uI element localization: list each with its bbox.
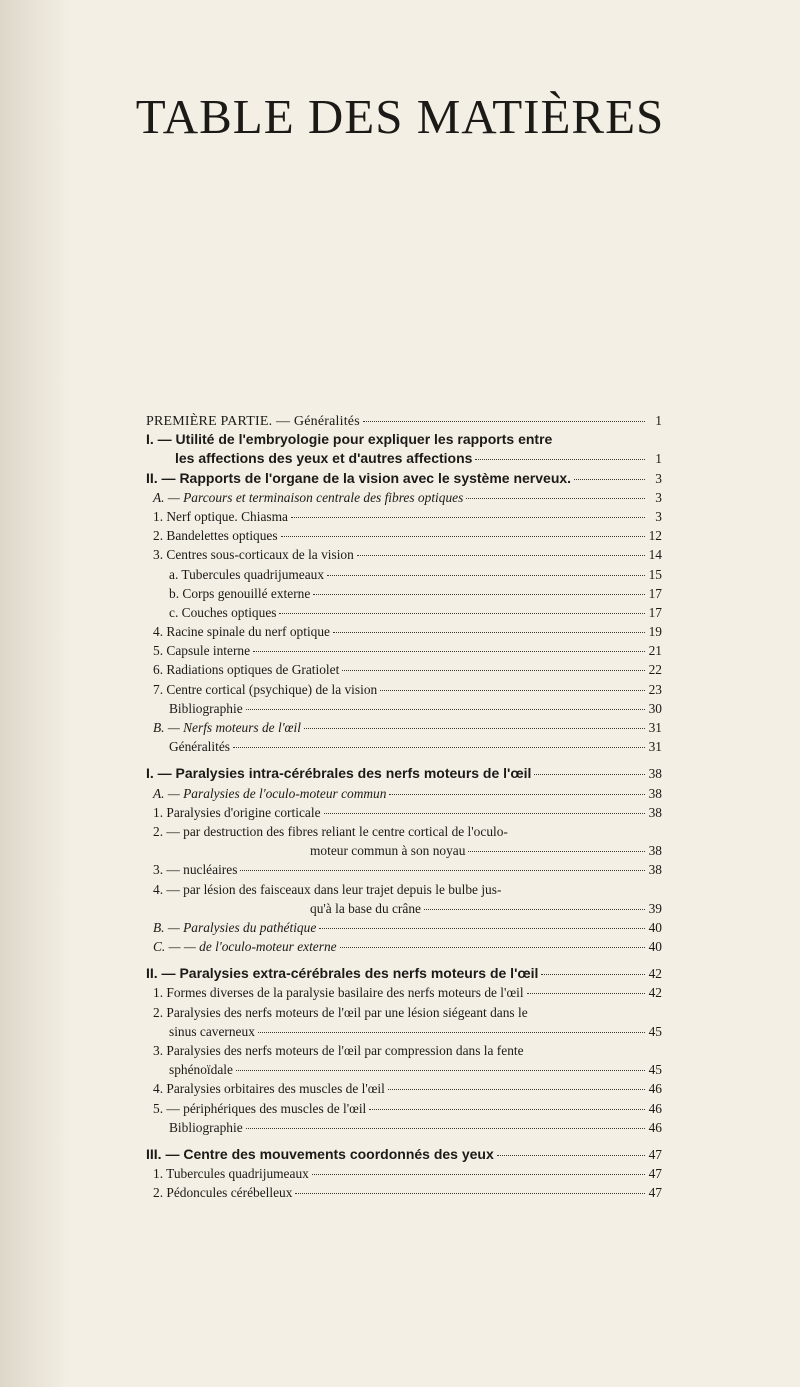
toc-entry-text: moteur commun à son noyau: [310, 843, 466, 859]
toc-entry-text: C. — — de l'oculo-moteur externe: [153, 939, 337, 955]
toc-entry: [146, 660, 662, 679]
toc-entry: [146, 899, 662, 918]
toc-entry: [146, 1183, 662, 1202]
toc-entry-page: 47: [648, 1166, 662, 1182]
toc-entry: [146, 937, 662, 956]
toc-entry-text: 1. Nerf optique. Chiasma: [153, 508, 288, 524]
toc-entry-text: 1. Formes diverses de la paralysie basilaire des nerfs moteurs de l'œil: [153, 985, 524, 1001]
toc-entry: [146, 641, 662, 660]
toc-entry: [146, 507, 662, 526]
toc-entry: [146, 1041, 662, 1060]
toc-entry: [146, 603, 662, 622]
toc-entry-page: 39: [648, 900, 662, 916]
dot-leader: [541, 974, 645, 975]
toc-entry-page: 17: [648, 604, 662, 620]
dot-leader: [313, 594, 645, 595]
toc-entry-text: sinus caverneux: [169, 1023, 255, 1039]
toc-entry: [146, 1003, 662, 1022]
toc-entry-text: 7. Centre cortical (psychique) de la vision: [153, 681, 378, 697]
toc-entry: [146, 964, 662, 983]
dot-leader: [527, 993, 645, 994]
toc-entry-page: 19: [648, 624, 662, 640]
toc-entry: [146, 1118, 662, 1137]
toc-entry-text: I. — Utilité de l'embryologie pour expliquer les rapports entre: [146, 431, 553, 448]
dot-leader: [388, 1089, 645, 1090]
toc-entry: [146, 526, 662, 545]
toc-entry-text: B. — Paralysies du pathétique: [153, 919, 317, 935]
toc-entry: [146, 699, 662, 718]
toc-entry-text: 2. — par destruction des fibres reliant le centre cortical de l'oculo-: [153, 823, 508, 839]
page-edge-shadow: [0, 0, 70, 1387]
toc-entry-text: 3. Paralysies des nerfs moteurs de l'œil par compression dans la fente: [153, 1043, 524, 1058]
dot-leader: [389, 794, 645, 795]
toc-entry: [146, 718, 662, 737]
toc-entry-page: 40: [648, 919, 662, 935]
toc-entry-text: II. — Paralysies extra-cérébrales des nerfs moteurs de l'œil: [146, 965, 539, 982]
toc-entry: [146, 1164, 662, 1183]
toc-entry: [146, 860, 662, 879]
toc-entry-text: 1. Tubercules quadrijumeaux: [153, 1166, 309, 1182]
dot-leader: [333, 632, 645, 633]
toc-entry-page: 38: [648, 862, 662, 878]
toc-entry: [146, 1099, 662, 1118]
toc-entry: [146, 622, 662, 641]
toc-entry-text: 2. Pédoncules cérébelleux: [153, 1185, 293, 1201]
toc-entry-page: 21: [648, 643, 662, 659]
dot-leader: [246, 1128, 645, 1129]
dot-leader: [291, 517, 645, 518]
toc-entry: [146, 880, 662, 899]
dot-leader: [253, 651, 645, 652]
toc-entry-page: 45: [648, 1023, 662, 1039]
toc-entry: [146, 488, 662, 507]
toc-entry-page: 42: [648, 966, 662, 982]
toc-entry-text: qu'à la base du crâne: [310, 900, 421, 916]
toc-entry-page: 23: [648, 681, 662, 697]
dot-leader: [497, 1155, 645, 1156]
toc-entry: [146, 918, 662, 937]
toc-entry-text: Bibliographie: [169, 700, 243, 716]
toc-entry-text: III. — Centre des mouvements coordonnés des yeux: [146, 1145, 494, 1162]
toc-entry-page: 46: [648, 1100, 662, 1116]
toc-entry-page: 31: [648, 739, 662, 755]
toc-entry: [146, 1079, 662, 1098]
dot-leader: [236, 1070, 645, 1071]
toc-entry: [146, 1022, 662, 1041]
toc-entry-page: 45: [648, 1062, 662, 1078]
toc-entry-page: 1: [655, 413, 662, 428]
dot-leader: [380, 690, 645, 691]
toc-entry-page: 47: [648, 1146, 662, 1162]
dot-leader: [312, 1174, 645, 1175]
toc-entry-text: I. — Paralysies intra-cérébrales des nerfs moteurs de l'œil: [146, 765, 532, 782]
toc-entry-text: c. Couches optiques: [169, 604, 277, 620]
toc-entry-text: PREMIÈRE PARTIE. — Généralités: [146, 414, 360, 429]
toc-entry: [146, 469, 662, 488]
toc-entry: [146, 803, 662, 822]
dot-leader: [327, 575, 645, 576]
toc-entry: [146, 680, 662, 699]
toc-entry-page: 3: [655, 489, 662, 505]
toc-entry-page: 40: [648, 939, 662, 955]
toc-entry: [146, 430, 662, 449]
dot-leader: [363, 421, 645, 422]
toc-entry-text: 4. — par lésion des faisceaux dans leur trajet depuis le bulbe jus-: [153, 881, 502, 897]
toc-entry: [146, 411, 662, 430]
toc-entry-text: sphénoïdale: [169, 1062, 233, 1078]
dot-leader: [424, 909, 645, 910]
toc-entry-page: 30: [648, 700, 662, 716]
toc-entry-text: 4. Paralysies orbitaires des muscles de l'œil: [153, 1081, 385, 1097]
dot-leader: [357, 555, 645, 556]
dot-leader: [342, 670, 645, 671]
toc-entry: [146, 545, 662, 564]
toc-entry-page: 38: [648, 785, 662, 801]
toc-entry: [146, 565, 662, 584]
dot-leader: [258, 1032, 645, 1033]
dot-leader: [279, 613, 645, 614]
toc-entry-text: 4. Racine spinale du nerf optique: [153, 624, 331, 640]
toc-entry-page: 46: [648, 1081, 662, 1097]
toc-entry-page: 1: [655, 451, 662, 467]
toc-entry-text: les affections des yeux et d'autres affections: [175, 450, 473, 467]
dot-leader: [466, 498, 645, 499]
toc-entry-page: 38: [648, 804, 662, 820]
toc-entry: [146, 1060, 662, 1079]
toc-entry-text: 5. Capsule interne: [153, 643, 251, 659]
toc-entry-text: b. Corps genouillé externe: [169, 585, 311, 601]
toc-entry-page: 47: [648, 1185, 662, 1201]
toc-entry-text: 2. Bandelettes optiques: [153, 528, 278, 544]
dot-leader: [295, 1193, 645, 1194]
dot-leader: [240, 870, 645, 871]
toc-entry: [146, 822, 662, 841]
toc-entry: [146, 784, 662, 803]
toc-entry-text: 3. — nucléaires: [153, 862, 238, 878]
dot-leader: [324, 813, 645, 814]
table-of-contents: [146, 411, 662, 1203]
toc-entry-text: 3. Centres sous-corticaux de la vision: [153, 547, 354, 563]
toc-entry-page: 46: [648, 1119, 662, 1135]
toc-entry-page: 38: [648, 843, 662, 859]
toc-entry: [146, 764, 662, 783]
toc-entry-text: Généralités: [169, 739, 230, 755]
toc-entry: [146, 737, 662, 756]
toc-entry: [146, 1145, 662, 1164]
toc-entry: [146, 841, 662, 860]
page-title: TABLE DES MATIÈRES: [135, 89, 665, 144]
toc-entry-text: II. — Rapports de l'organe de la vision avec le système nerveux.: [146, 469, 572, 486]
toc-entry-text: 5. — périphériques des muscles de l'œil: [153, 1100, 367, 1116]
toc-entry-text: B. — Nerfs moteurs de l'œil: [153, 720, 301, 735]
toc-entry-text: 2. Paralysies des nerfs moteurs de l'œil par une lésion siégeant dans le: [153, 1004, 528, 1020]
toc-entry-page: 15: [648, 566, 662, 582]
toc-entry-page: 42: [648, 985, 662, 1001]
dot-leader: [319, 928, 645, 929]
dot-leader: [340, 947, 645, 948]
toc-entry-text: A. — Paralysies de l'oculo-moteur commun: [153, 785, 387, 801]
toc-entry-page: 3: [655, 508, 662, 524]
dot-leader: [233, 747, 645, 748]
dot-leader: [574, 479, 645, 480]
toc-entry-page: 22: [648, 662, 662, 678]
dot-leader: [534, 774, 645, 775]
toc-entry-page: 38: [648, 766, 662, 782]
dot-leader: [246, 709, 645, 710]
toc-entry-text: A. — Parcours et terminaison centrale des fibres optiques: [153, 489, 464, 505]
toc-entry-page: 14: [648, 547, 662, 563]
toc-entry: [146, 983, 662, 1002]
dot-leader: [468, 851, 645, 852]
toc-entry-page: 17: [648, 585, 662, 601]
dot-leader: [281, 536, 645, 537]
toc-entry: [146, 449, 662, 468]
toc-entry-page: 31: [648, 720, 662, 735]
toc-entry-text: 1. Paralysies d'origine corticale: [153, 804, 321, 820]
toc-entry-text: a. Tubercules quadrijumeaux: [169, 566, 325, 582]
toc-entry-text: Bibliographie: [169, 1119, 243, 1135]
dot-leader: [304, 728, 645, 729]
toc-entry-text: 6. Radiations optiques de Gratiolet: [153, 662, 340, 678]
dot-leader: [369, 1109, 645, 1110]
dot-leader: [475, 459, 645, 460]
toc-entry-page: 3: [655, 470, 662, 486]
toc-entry: [146, 584, 662, 603]
toc-entry-page: 12: [648, 528, 662, 544]
